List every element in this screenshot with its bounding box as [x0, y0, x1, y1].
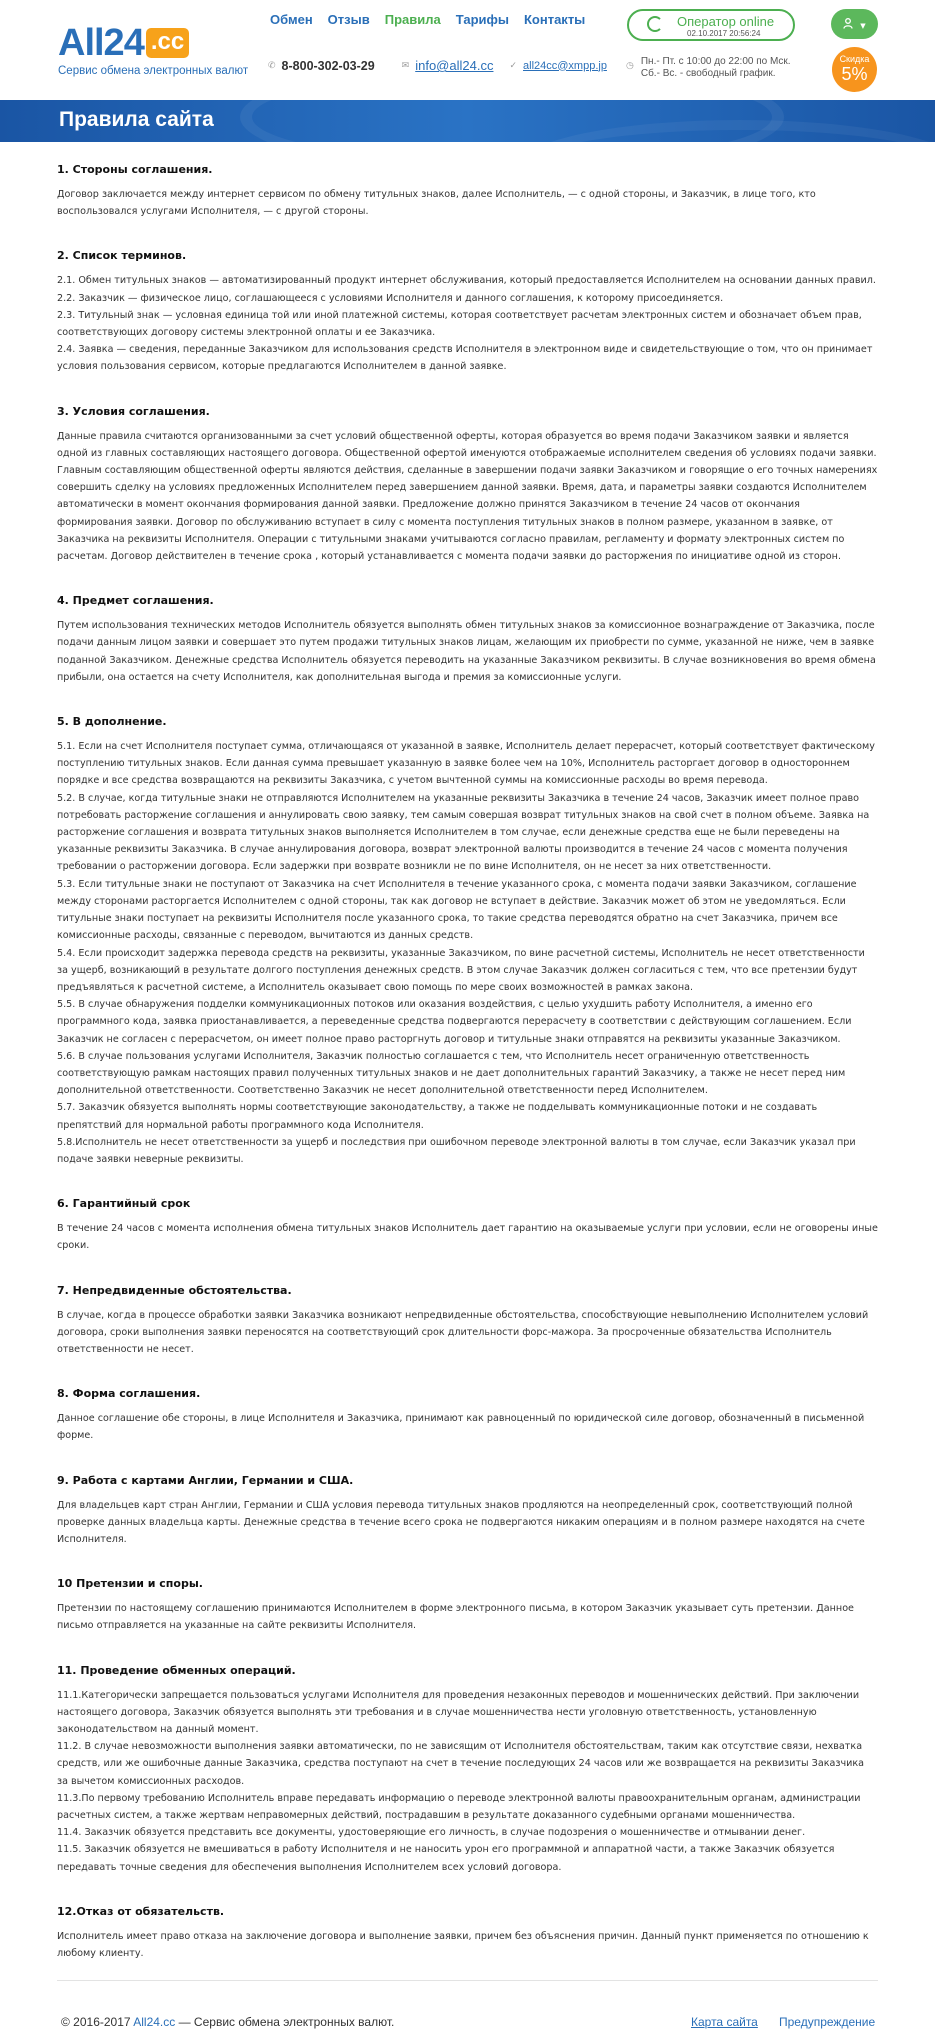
section-heading: 6. Гарантийный срок [57, 1197, 191, 1211]
section-paragraph: 5.3. Если титульные знаки не поступают от Заказчика на счет Исполнителя в течение указанного срока, с момента подачи заявки Заказчиком, соглашение между сторонами расторгается Исполнителем с одной стороны, так как договор не вступает в действие. Заказчик может об этом не уведомляться. Если титульные знаки поступает на реквизиты Исполнителя после указанного срока, то такие средства переводятся обратно на счет Заказчика, причем все комиссионные расходы, связанные с переводом, вычитаются из данных средств. [57, 878, 857, 942]
nav-item-rules[interactable]: Правила [384, 12, 441, 27]
sitemap-link[interactable]: Карта сайта [691, 2015, 758, 2030]
section-paragraph: 11.1.Категорически запрещается пользоваться услугами Исполнителя для проведения незаконных переводов и мошеннических действий. При заключении настоящего договора, Заказчик обязуется выполнять эти требования и в случае мошенничества нести уголовную ответственность, установленную законодательством на данный момент. [57, 1689, 860, 1735]
rules-section [57, 1474, 878, 1549]
logo-tagline: Сервис обмена электронных валют [58, 65, 249, 77]
site-footer [0, 1981, 935, 2041]
email-link[interactable]: info@all24.cc [415, 58, 494, 73]
warning-link[interactable]: Предупреждение [779, 2015, 876, 2030]
contact-bar [268, 58, 607, 73]
section-paragraph: 5.8.Исполнитель не несет ответственности за ущерб и последствия при ошибочном переводе электронной валюты в том случае, если Заказчик указал при подаче заявки неверные реквизиты. [57, 1136, 856, 1165]
section-paragraph: Данные правила считаются организованными за счет условий общественной оферты, которая образуется во время подачи Заказчиком заявки и является одной из главных составляющих настоящего договора. Общественной офертой именуются отображаемые исполнителем сведения об условиях подачи заявки. Главным составляющим общественной оферты являются действия, сделанные в завершении подачи заявки Заказчиком и говорящие о его точных намерениях совершить сделку на условиях предложенных Исполнителем перед завершением данной заявки. Время, дата, и параметры заявки создаются Исполнителем автоматически в момент окончания формирования данной заявки. Предложение должно принятся Заказчиком в течение 24 часов от окончания формирования заявки. Договор по обслуживанию вступает в силу с момента поступления титульных знаков в полном размере, указанном в заявке, от Заказчика на реквизиты Исполнителя. Операции с титульными знаками учитываются согласно правилам, регламенту и формату электронных систем по расчетам. Договор действителен в течение срока , который устанавливается с момента подачи заявки до расторжения по инициативе одной из сторон. [57, 430, 878, 563]
section-paragraph: 5.6. В случае пользования услугами Исполнителя, Заказчик полностью соглашается с тем, что Исполнитель несет ограниченную ответственность соответствующую рамкам настоящих правил полученных титульных знаков и не дает дополнительных гарантий Заказчику, а также не несет перед ним дополнительной ответственности. Соответственно Заказчик не несет дополнительной ответственности перед Исполнителем. [57, 1050, 846, 1097]
section-paragraph: 2.4. Заявка — сведения, переданные Заказчиком для использования средств Исполнителя в электронном виде и свидетельствующие о том, что он принимает условия пользования сервисом, которые предлагаются Исполнителем в данной заявке. [57, 344, 873, 373]
section-heading: 11. Проведение обменных операций. [57, 1663, 296, 1677]
section-paragraph: Данное соглашение обе стороны, в лице Исполнителя и Заказчика, принимают как равноценный по юридической силе договор, обозначенный в письменной форме. [57, 1413, 865, 1442]
main-nav [270, 12, 585, 27]
section-paragraph: 11.2. В случае невозможности выполнения заявки автоматически, по не зависящим от Исполнителя обстоятельствам, таким как отсутствие связи, нехватка средств, или же ошибочные данные Заказчика, средства поступают на счет в течение последующих 24 часов или же возвращается на реквизиты Заказчика за вычетом комиссионных расходов. [57, 1741, 865, 1787]
nav-item-exchange[interactable]: Обмен [270, 12, 313, 27]
section-paragraph: 2.2. Заказчик — физическое лицо, соглашающееся с условиями Исполнителя и данного соглашения, к которому присоединяется. [57, 292, 724, 304]
section-paragraph: Для владельцев карт стран Англии, Германии и США условия перевода титульных знаков продляются на неопределенный срок, соответствующий полной проверке данных владельца карты. Денежные средства в течение всего срока не подвергаются никаким операциям и в полном размере находятся на счете Исполнителя. [57, 1499, 865, 1545]
section-paragraph: Путем использования технических методов Исполнитель обязуется выполнять обмен титульных знаков за комиссионное вознаграждение от Заказчика, после подачи данным лицом заявки и совершает это путем продажи титульных знаков лицам, желающим их приобрести по сумме, указанной не ниже, чем в заявке поданной Заказчиком. Денежные средства Исполнитель обязуется переводить на указанные Заказчиком реквизиты. В случае возникновения во время обмена прибыли, она остается на счету Исполнителя, как дополнительная выгода и премия за комиссионные услуги. [57, 620, 876, 683]
section-heading: 8. Форма соглашения. [57, 1387, 201, 1401]
page-title-banner [0, 100, 935, 142]
site-header [0, 0, 935, 100]
section-paragraph: Исполнитель имеет право отказа на заключение договора и выполнение заявки, причем без объяснения причин. Данный пункт применяется по отношению к любому клиенту. [57, 1930, 869, 1960]
operator-status: Оператор online [677, 14, 775, 29]
logo-domain-badge: .cc [146, 28, 189, 58]
copyright [61, 2015, 394, 2029]
section-paragraph: 2.3. Титульный знак — условная единица той или иной платежной системы, которая соответствует расчетам электронных систем и обозначает объем прав, соответствующих договору системы электронной оплаты и ее Заказчика. [57, 309, 862, 339]
xmpp-contact[interactable] [493, 60, 606, 72]
section-paragraph: 11.4. Заказчик обязуется представить все документы, удостоверяющие его личность, в случае подозрения о мошенничестве и отмывании денег. [57, 1827, 806, 1839]
section-heading: 12.Отказ от обязательств. [57, 1904, 225, 1918]
phone-number: 8-800-302-03-29 [281, 58, 375, 73]
rules-section [57, 715, 878, 1168]
copyright-year: © 2016-2017 [61, 2015, 134, 2030]
user-menu-button[interactable] [831, 9, 878, 39]
jabber-icon: ✓ [509, 60, 518, 70]
envelope-icon: ✉ [401, 60, 410, 70]
rules-section [57, 594, 878, 686]
phone-icon: ✆ [268, 60, 276, 70]
discount-label: Скидка [839, 54, 870, 64]
section-heading: 1. Стороны соглашения. [57, 163, 213, 176]
section-paragraph: 5.7. Заказчик обязуется выполнять нормы соответствующие законодательству, а также не подделывать коммуникационные потоки и не создавать препятствий для нормальной работы программного кода Исполнителя. [57, 1102, 818, 1131]
operator-datetime: 02.10.2017 20:56:24 [687, 29, 761, 38]
discount-value: 5% [841, 64, 868, 84]
section-paragraph: 2.1. Обмен титульных знаков — автоматизированный продукт интернет обслуживания, который предоставляется Исполнителем на основании данных правил. [57, 275, 876, 287]
section-paragraph: Претензии по настоящему соглашению принимаются Исполнителем в форме электронного письма, в котором Заказчик указывает суть претензии. Данное письмо отправляется на указанные на сайте реквизиты Исполнителя. [57, 1603, 854, 1632]
schedule-weekdays: Пн.- Пт. с 10:00 до 22:00 по Мск. [640, 56, 791, 67]
section-paragraph: В случае, когда в процессе обработки заявки Заказчика возникают непредвиденные обстоятельства, способствующие невыполнению Исполнителем условий договора, сроки выполнения заявки переносятся на соответствующий срок длительности форс-мажора. За просроченные обязательства Исполнитель ответственности не несет. [57, 1309, 869, 1355]
rules-section [57, 1284, 878, 1359]
user-icon [843, 18, 853, 29]
rules-section [57, 163, 878, 220]
section-paragraph: Договор заключается между интернет сервисом по обмену титульных знаков, далее Исполнитель, — с одной стороны, и Заказчик, в лице того, кто воспользовался услугами Исполнителя, — с другой стороны. [57, 189, 816, 218]
rules-section [57, 1664, 878, 1876]
nav-item-tariffs[interactable]: Тарифы [455, 12, 509, 27]
nav-item-contacts[interactable]: Контакты [523, 12, 586, 27]
clock-icon: ◷ [626, 60, 634, 70]
phone-contact[interactable] [268, 59, 375, 73]
nav-item-reviews[interactable]: Отзыв [327, 12, 370, 27]
email-contact[interactable] [375, 58, 494, 73]
refresh-icon [647, 16, 663, 32]
section-paragraph: 5.5. В случае обнаружения подделки коммуникационных потоков или оказания воздействия, с целью ухудшить работу Исполнителя, а именно его программного кода, заявка приостанавливается, а переведенные средства подвергаются перерасчету в соответствии с действующим соглашением. Если Заказчик не согласен с перерасчетом, он имеет полное право расторгнуть договор и титульные знаки отправятся на реквизиты указанные Заказчиком. [57, 999, 852, 1045]
section-paragraph: В течение 24 часов с момента исполнения обмена титульных знаков Исполнитель дает гарантию на оказываемые услуги при условии, если не оговорены иные сроки. [57, 1223, 878, 1252]
copyright-text: — Сервис обмена электронных валют. [175, 2015, 395, 2030]
operator-online-button[interactable] [627, 9, 795, 41]
rules-section [57, 405, 878, 566]
copyright-site-link[interactable]: All24.cc [133, 2015, 176, 2030]
section-heading: 4. Предмет соглашения. [57, 594, 214, 608]
rules-content [0, 142, 935, 1962]
rules-section [57, 1197, 878, 1254]
section-heading: 3. Условия соглашения. [57, 404, 210, 418]
site-logo[interactable] [58, 24, 268, 80]
schedule-weekend: Сб.- Вс. - свободный график. [640, 68, 776, 79]
work-schedule [626, 56, 806, 80]
rules-section [57, 1905, 878, 1962]
rules-section [57, 1387, 878, 1444]
section-paragraph: 11.3.По первому требованию Исполнитель вправе передавать информацию о переводе электронной валюты правоохранительным органам, администрации расчетных систем, а также жертвам неправомерных действий, пострадавшим в результате доказанного судебными органами мошенничества. [57, 1792, 861, 1821]
section-paragraph: 5.1. Если на счет Исполнителя поступает сумма, отличающаяся от указанной в заявке, Исполнитель делает перерасчет, который соответствует фактическому поступлению титульных знаков. Если данная сумма превышает указанную в заявке более чем на 10%, Исполнитель расторгает договор в одностороннем порядке и все средства возвращаются на реквизиты Заказчика, с учетом вычтенной суммы на комиссионные расходы во время перевода. [57, 741, 875, 787]
xmpp-link[interactable]: all24cc@xmpp.jp [523, 59, 607, 72]
rules-section [57, 1577, 878, 1634]
chevron-down-icon: ▼ [860, 22, 866, 30]
section-heading: 10 Претензии и споры. [57, 1577, 203, 1591]
section-heading: 7. Непредвиденные обстоятельства. [57, 1283, 292, 1297]
logo-wordmark: All24 [58, 22, 144, 64]
page-title: Правила сайта [59, 108, 214, 131]
section-heading: 2. Список терминов. [57, 249, 187, 263]
section-heading: 5. В дополнение. [57, 715, 167, 729]
section-heading: 9. Работа с картами Англии, Германии и США. [57, 1473, 354, 1487]
section-paragraph: 5.4. Если происходит задержка перевода средств на реквизиты, указанные Заказчиком, по вине расчетной системы, Исполнитель не несет ответственности за ущерб, возникающий в результате долгого поступления денежных средств. В этом случае Заказчик должен согласиться с тем, что все претензии будут предъявляться к расчетной системе, а Исполнитель оказывает свою помощь по мере своих возможностей в рамках закона. [57, 947, 865, 993]
rules-section [57, 249, 878, 375]
section-paragraph: 5.2. В случае, когда титульные знаки не отправляются Исполнителем на указанные реквизиты Заказчика в течение 24 часов, Заказчик имеет полное право потребовать расторжение соглашения и аннулировать свою заявку, тем самым совершая возврат титульных знаков на свой счет в полном объеме. Заявка на расторжение соглашения и возврата титульных знаков выполняется Исполнителем в том случае, если денежные средства еще не были переведены на указанные реквизиты Заказчика. В случае аннулирования договора, возврат электронной валюты производится в течение 24 часов с момента получения требовании о расторжении договора. Если задержки при возврате возникли не по вине Исполнителя, он не несет за них ответственности. [57, 792, 870, 873]
section-paragraph: 11.5. Заказчик обязуется не вмешиваться в работу Исполнителя и не наносить урон его программной и аппаратной части, а также Заказчик обязуется передавать точные сведения для обеспечения выполнения Исполнителем всех условий договора. [57, 1844, 835, 1873]
discount-badge [832, 47, 877, 92]
